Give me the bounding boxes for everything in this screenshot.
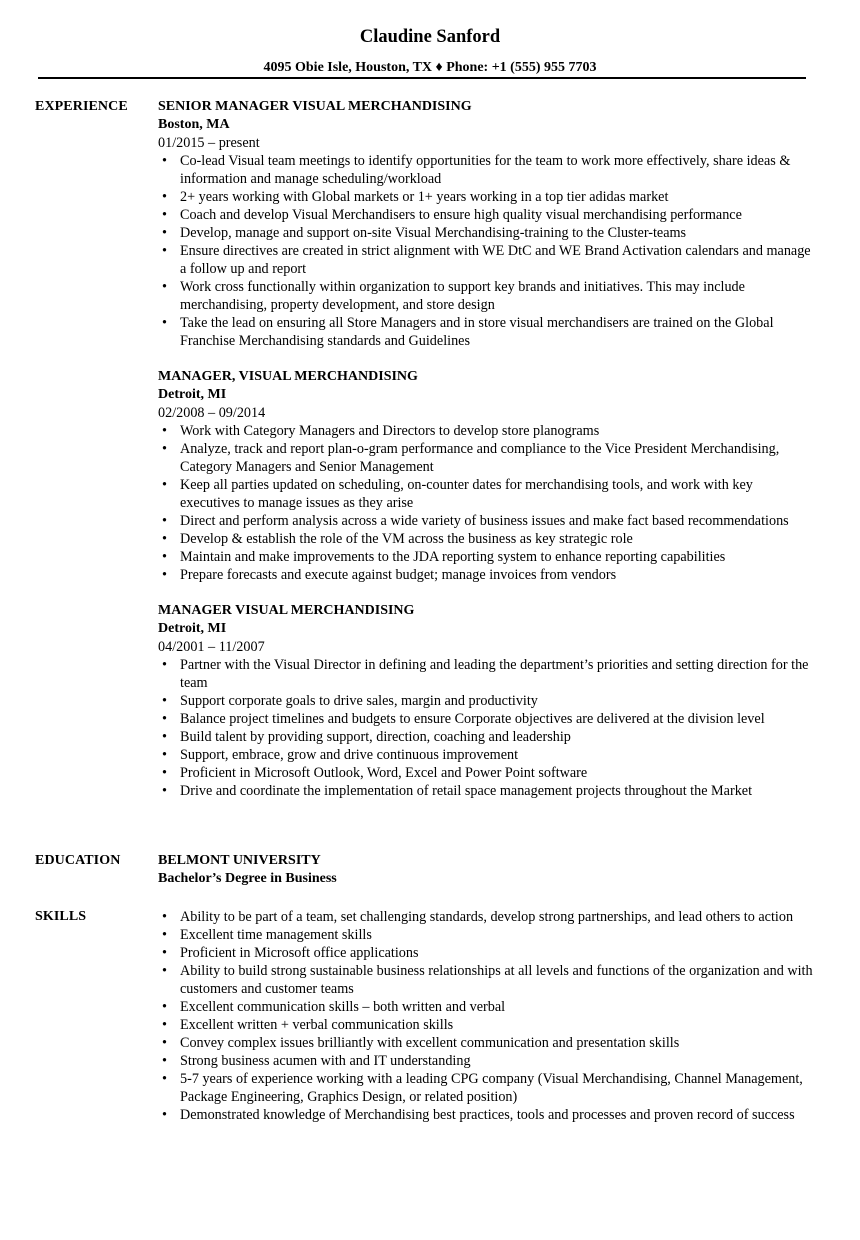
list-item: • Support, embrace, grow and drive continuous improvement xyxy=(158,746,813,764)
list-item: • Ensure directives are created in strict alignment with WE DtC and WE Brand Activation calendars and manage a follow up and report xyxy=(158,242,813,278)
list-item: • Strong business acumen with and IT understanding xyxy=(158,1052,813,1070)
list-item: • Balance project timelines and budgets to ensure Corporate objectives are delivered at the division level xyxy=(158,710,813,728)
job-dates: 01/2015 – present xyxy=(158,135,260,151)
job-duties xyxy=(158,152,813,350)
job-entry xyxy=(158,98,813,350)
section-heading-experience: EXPERIENCE xyxy=(35,99,128,114)
degree-name: Bachelor’s Degree in Business xyxy=(158,871,337,886)
list-item: • Take the lead on ensuring all Store Managers and in store visual merchandisers are trained on the Global Franchise Merchandising standards and Guidelines xyxy=(158,314,813,350)
section-heading-skills: SKILLS xyxy=(35,909,87,924)
list-item: • Excellent written + verbal communication skills xyxy=(158,1016,813,1034)
list-item: • Build talent by providing support, direction, coaching and leadership xyxy=(158,728,813,746)
candidate-name: Claudine Sanford xyxy=(359,27,501,47)
list-item: • Drive and coordinate the implementation of retail space management projects throughout the Market xyxy=(158,782,813,800)
header-divider xyxy=(38,77,806,79)
list-item: • Develop, manage and support on-site Visual Merchandising-training to the Cluster-teams xyxy=(158,224,813,242)
job-location: Boston, MA xyxy=(158,117,230,132)
job-title: MANAGER, VISUAL MERCHANDISING xyxy=(158,369,418,384)
section-heading-education: EDUCATION xyxy=(35,853,121,868)
job-duties xyxy=(158,656,813,800)
list-item: • Work with Category Managers and Directors to develop store planograms xyxy=(158,422,813,440)
list-item: • Partner with the Visual Director in defining and leading the department’s priorities and setting direction for the team xyxy=(158,656,813,692)
education-content xyxy=(158,852,813,888)
job-dates: 04/2001 – 11/2007 xyxy=(158,639,265,655)
list-item: • Coach and develop Visual Merchandisers to ensure high quality visual merchandising performance xyxy=(158,206,813,224)
resume-header xyxy=(0,25,860,77)
list-item: • Proficient in Microsoft Outlook, Word, Excel and Power Point software xyxy=(158,764,813,782)
experience-content xyxy=(158,98,813,800)
list-item: • Develop & establish the role of the VM across the business as key strategic role xyxy=(158,530,813,548)
job-entry xyxy=(158,602,813,800)
list-item: • 5-7 years of experience working with a leading CPG company (Visual Merchandising, Channel Management, Package Engineering, Graphics Design, or related position) xyxy=(158,1070,813,1106)
list-item: • Keep all parties updated on scheduling, on-counter dates for merchandising tools, and work with key executives to manage issues as they arise xyxy=(158,476,813,512)
list-item: • Ability to build strong sustainable business relationships at all levels and functions of the organization and with customers and customer teams xyxy=(158,962,813,998)
list-item: • Analyze, track and report plan-o-gram performance and compliance to the Vice President Merchandising, Category Managers and Senior Management xyxy=(158,440,813,476)
skills-content xyxy=(158,908,813,1124)
list-item: • Proficient in Microsoft office applications xyxy=(158,944,813,962)
list-item: • Convey complex issues brilliantly with excellent communication and presentation skills xyxy=(158,1034,813,1052)
job-dates: 02/2008 – 09/2014 xyxy=(158,405,266,421)
job-location: Detroit, MI xyxy=(158,387,227,402)
list-item: • Support corporate goals to drive sales, margin and productivity xyxy=(158,692,813,710)
list-item: • Maintain and make improvements to the JDA reporting system to enhance reporting capabilities xyxy=(158,548,813,566)
contact-line: 4095 Obie Isle, Houston, TX ♦ Phone: +1 (555) 955 7703 xyxy=(263,60,597,75)
list-item: • Co-lead Visual team meetings to identify opportunities for the team to work more effectively, share ideas & information and manage scheduling/workload xyxy=(158,152,813,188)
list-item: • Ability to be part of a team, set challenging standards, develop strong partnerships, and lead others to action xyxy=(158,908,813,926)
job-location: Detroit, MI xyxy=(158,621,227,636)
list-item: • Excellent communication skills – both written and verbal xyxy=(158,998,813,1016)
job-entry xyxy=(158,368,813,584)
list-item: • 2+ years working with Global markets or 1+ years working in a top tier adidas market xyxy=(158,188,813,206)
list-item: • Excellent time management skills xyxy=(158,926,813,944)
job-title: SENIOR MANAGER VISUAL MERCHANDISING xyxy=(158,99,472,114)
list-item: • Prepare forecasts and execute against budget; manage invoices from vendors xyxy=(158,566,813,584)
skills-list xyxy=(158,908,813,1124)
list-item: • Work cross functionally within organization to support key brands and initiatives. This may include merchandising, property development, and store design xyxy=(158,278,813,314)
list-item: • Direct and perform analysis across a wide variety of business issues and make fact based recommendations xyxy=(158,512,813,530)
job-title: MANAGER VISUAL MERCHANDISING xyxy=(158,603,415,618)
school-name: BELMONT UNIVERSITY xyxy=(158,853,321,868)
list-item: • Demonstrated knowledge of Merchandising best practices, tools and processes and proven record of success xyxy=(158,1106,813,1124)
job-duties xyxy=(158,422,813,584)
